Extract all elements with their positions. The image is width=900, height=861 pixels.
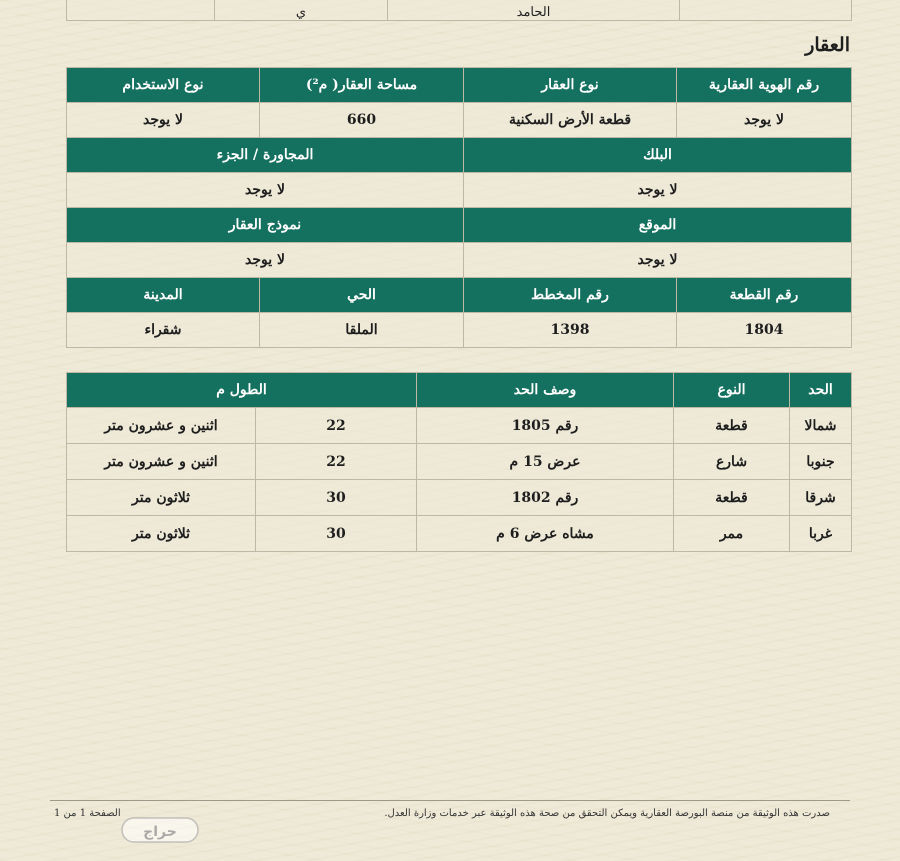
table-row	[67, 480, 852, 516]
length-words-cell: ثلاثون متر	[67, 516, 256, 552]
value-cell: لا يوجد	[67, 243, 464, 278]
table-row	[67, 516, 852, 552]
footer-divider	[50, 800, 850, 801]
header-cell: المدينة	[67, 278, 260, 313]
boundaries-table	[66, 372, 852, 552]
description-cell: رقم 1802	[417, 480, 674, 516]
value-cell: لا يوجد	[464, 243, 852, 278]
header-cell: الموقع	[464, 208, 852, 243]
description-cell: مشاه عرض 6 م	[417, 516, 674, 552]
footer-note: صدرت هذه الوثيقة من منصة البورصة العقارية ويمكن التحقق من صحة هذه الوثيقة عبر خدمات وزارة العدل.	[384, 808, 830, 819]
type-cell: ممر	[674, 516, 790, 552]
page-number: الصفحة 1 من 1	[54, 808, 121, 819]
value-cell: 660	[260, 103, 464, 138]
length-cell: 22	[256, 444, 417, 480]
description-cell: رقم 1805	[417, 408, 674, 444]
value-cell: قطعة الأرض السكنية	[464, 103, 677, 138]
header-type: النوع	[674, 373, 790, 408]
header-cell: نموذج العقار	[67, 208, 464, 243]
side-cell: جنوبا	[790, 444, 852, 480]
side-cell: شمالا	[790, 408, 852, 444]
header-cell: مساحة العقار( م²)	[260, 68, 464, 103]
value-cell: لا يوجد	[464, 173, 852, 208]
header-cell: نوع الاستخدام	[67, 68, 260, 103]
table-row	[67, 208, 852, 243]
property-table	[66, 67, 852, 348]
value-cell: لا يوجد	[67, 173, 464, 208]
strip-cell: الحامد	[388, 0, 680, 21]
type-cell: قطعة	[674, 408, 790, 444]
table-row	[67, 103, 852, 138]
value-cell: 1804	[677, 313, 852, 348]
header-length: الطول م	[67, 373, 417, 408]
table-row	[67, 444, 852, 480]
header-cell: الحي	[260, 278, 464, 313]
value-cell: شقراء	[67, 313, 260, 348]
value-cell: لا يوجد	[67, 103, 260, 138]
strip-cell	[67, 0, 215, 21]
svg-text:حراج: حراج	[143, 824, 177, 840]
table-row	[67, 408, 852, 444]
length-words-cell: اثنين و عشرون متر	[67, 408, 256, 444]
description-cell: عرض 15 م	[417, 444, 674, 480]
header-side: الحد	[790, 373, 852, 408]
length-words-cell: اثنين و عشرون متر	[67, 444, 256, 480]
table-row	[67, 173, 852, 208]
table-row	[67, 278, 852, 313]
header-cell: نوع العقار	[464, 68, 677, 103]
table-row	[67, 138, 852, 173]
header-description: وصف الحد	[417, 373, 674, 408]
section-title: العقار	[805, 34, 850, 56]
table-row	[67, 243, 852, 278]
side-cell: شرقا	[790, 480, 852, 516]
watermark-logo-icon	[120, 812, 200, 846]
table-row	[67, 373, 852, 408]
header-cell: رقم الهوية العقارية	[677, 68, 852, 103]
table-row	[67, 313, 852, 348]
header-cell: رقم القطعة	[677, 278, 852, 313]
header-cell: المجاورة / الجزء	[67, 138, 464, 173]
side-cell: غربا	[790, 516, 852, 552]
length-cell: 22	[256, 408, 417, 444]
length-cell: 30	[256, 516, 417, 552]
length-cell: 30	[256, 480, 417, 516]
previous-table-strip	[66, 0, 852, 21]
length-words-cell: ثلاثون متر	[67, 480, 256, 516]
table-row	[67, 68, 852, 103]
strip-cell	[680, 0, 852, 21]
type-cell: شارع	[674, 444, 790, 480]
value-cell: 1398	[464, 313, 677, 348]
header-cell: البلك	[464, 138, 852, 173]
strip-cell: ي	[215, 0, 388, 21]
value-cell: لا يوجد	[677, 103, 852, 138]
value-cell: الملقا	[260, 313, 464, 348]
header-cell: رقم المخطط	[464, 278, 677, 313]
type-cell: قطعة	[674, 480, 790, 516]
